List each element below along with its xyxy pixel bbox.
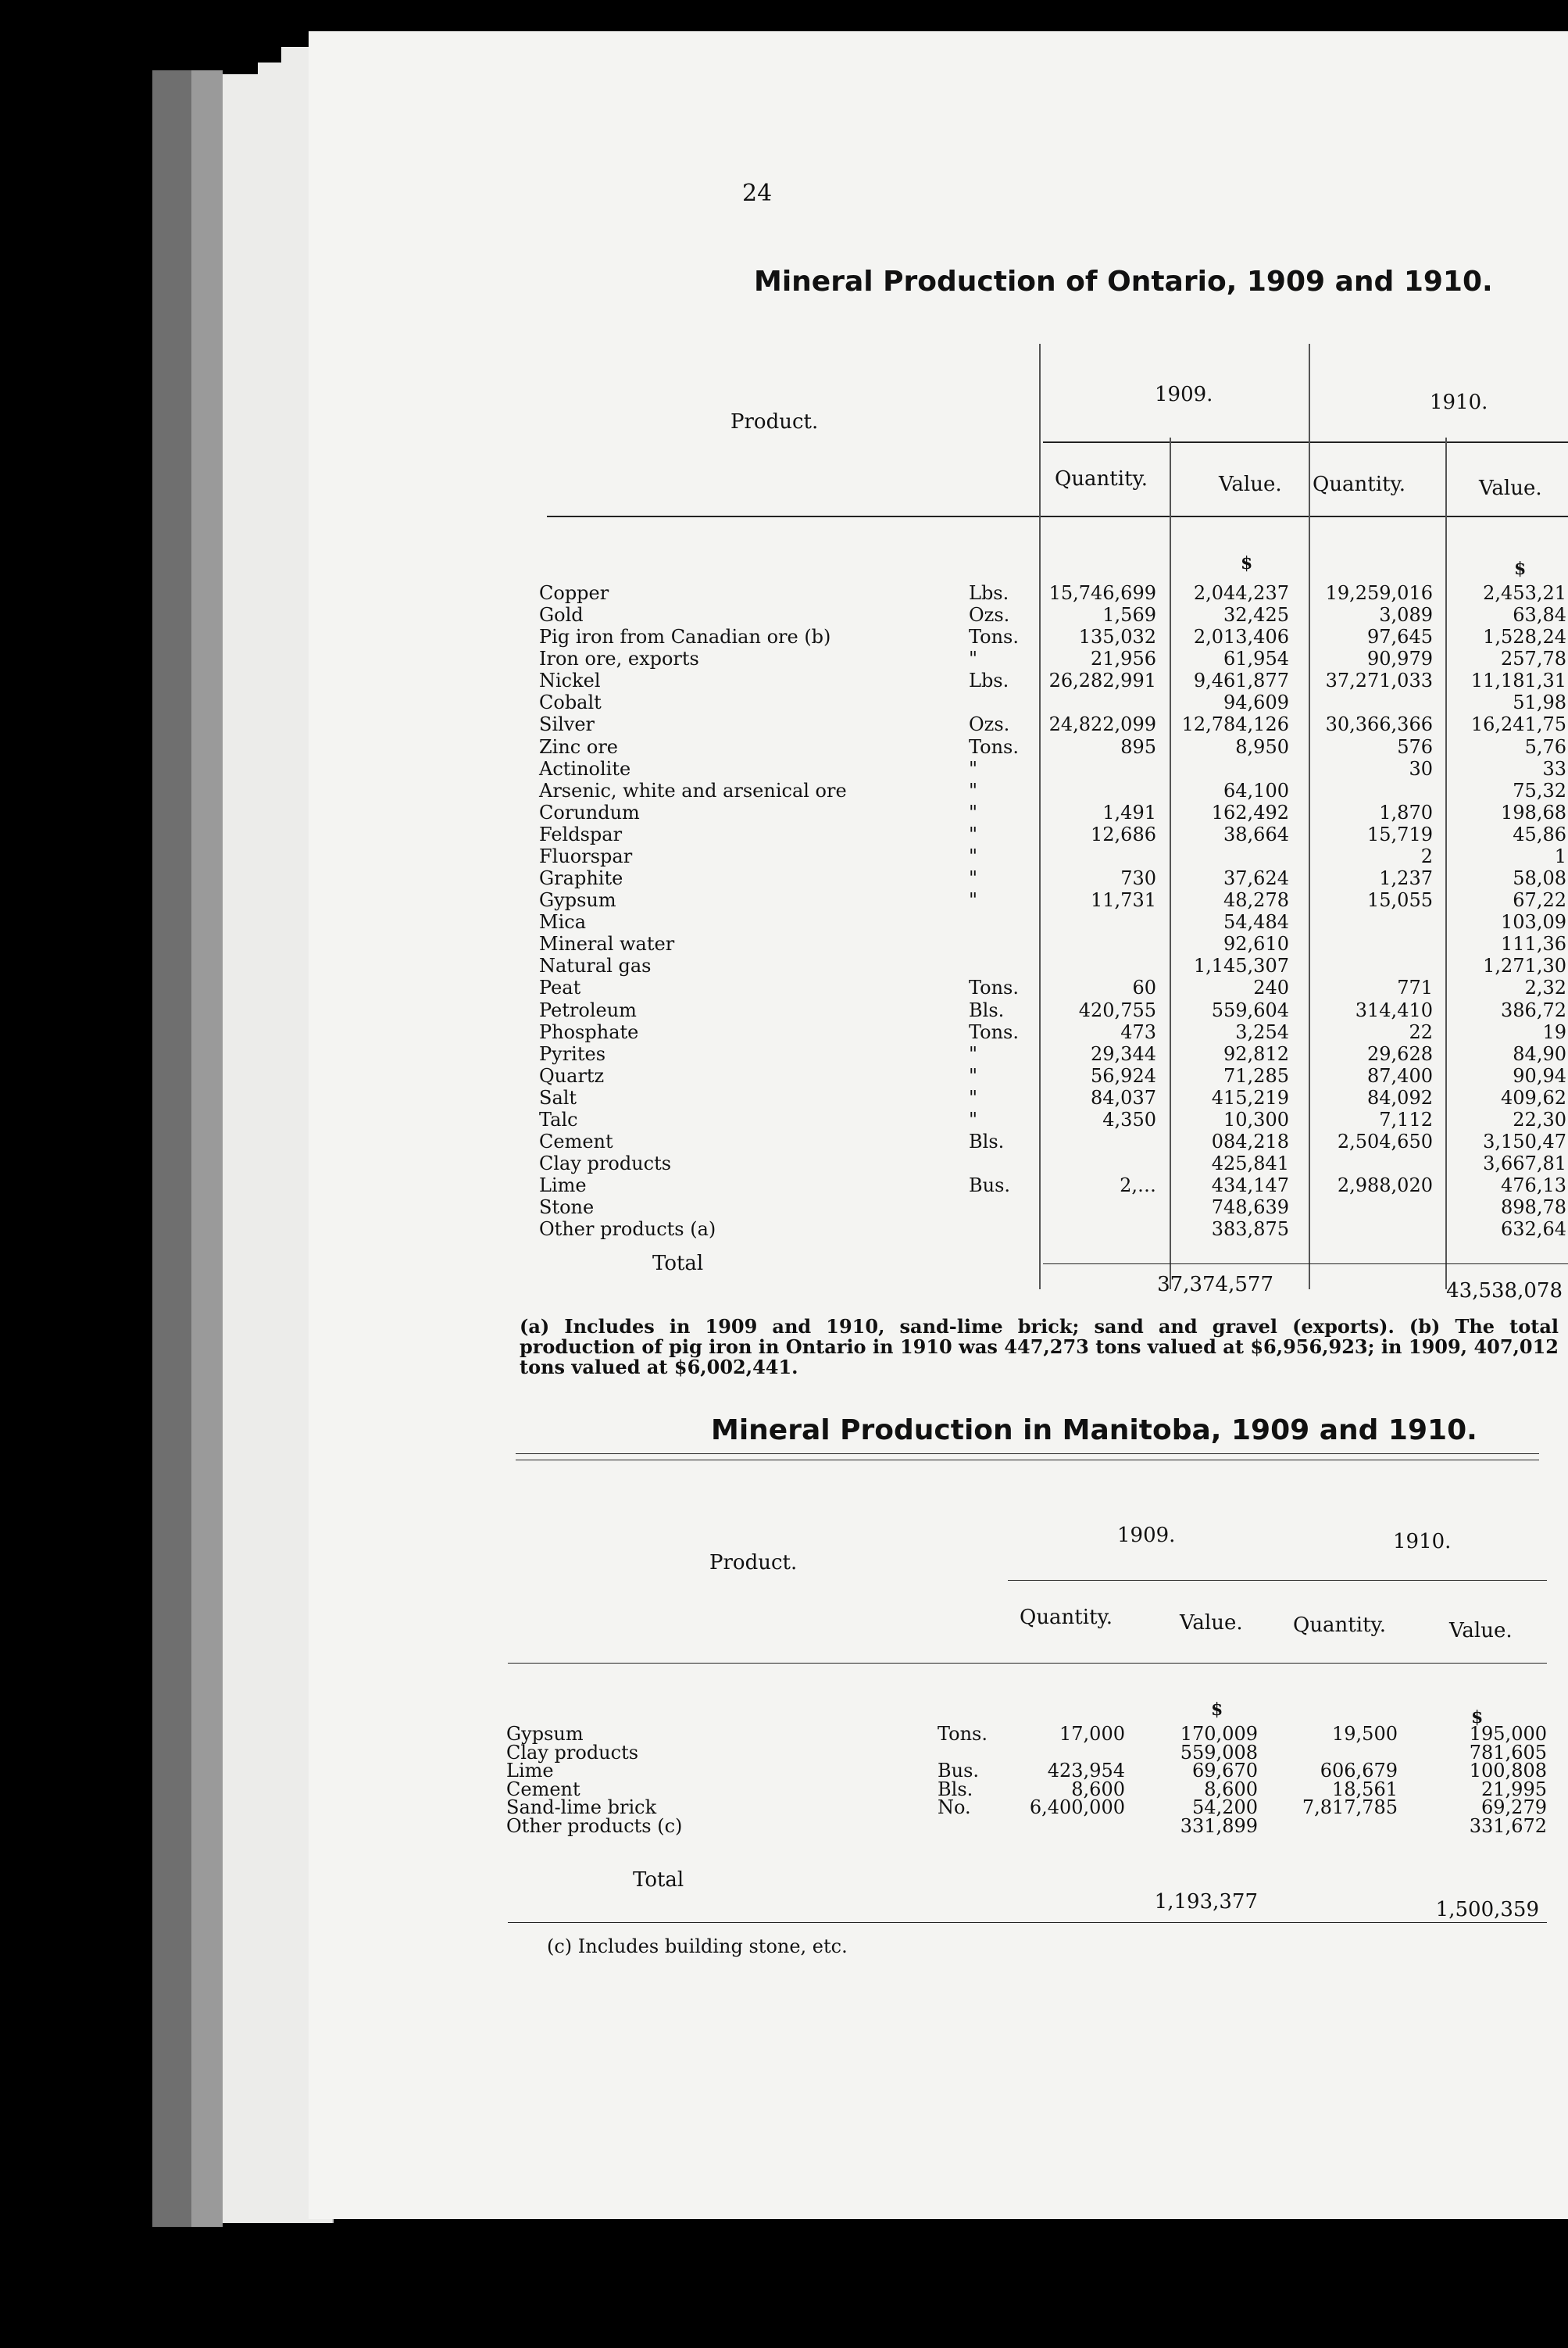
value-1910-cell: 22,30 (1513, 1109, 1566, 1131)
quantity-1909-cell: 17,000 (1059, 1723, 1125, 1745)
value-1909-cell: 71,285 (1223, 1065, 1289, 1087)
product-name: Pyrites (539, 1043, 606, 1065)
value-1909-cell: 9,461,877 (1193, 670, 1289, 692)
value-1909-cell: 12,784,126 (1181, 713, 1289, 735)
quantity-1909-cell: 4,350 (1102, 1109, 1156, 1131)
quantity-1910-cell: 7,817,785 (1302, 1796, 1398, 1818)
unit-label: Bus. (969, 1174, 1011, 1196)
value-1910-cell: 90,94 (1513, 1065, 1566, 1087)
unit-label: " (969, 780, 978, 802)
quantity-1909-cell: 11,731 (1091, 889, 1156, 911)
value-1910-cell: 1,271,30 (1483, 955, 1566, 977)
manitoba-header-rule (508, 1663, 1547, 1664)
value-1909-cell: 2,044,237 (1193, 582, 1289, 604)
unit-label: " (969, 1043, 978, 1065)
value-1910-cell: 409,62 (1501, 1087, 1566, 1109)
value-1909-cell: 92,812 (1223, 1043, 1289, 1065)
quantity-1910-cell: 87,400 (1367, 1065, 1433, 1087)
product-name: Mica (539, 911, 586, 933)
value-1909-cell: 64,100 (1223, 780, 1289, 802)
value-1910-cell: 2,32 (1524, 977, 1566, 999)
ontario-header-rule (547, 516, 1568, 517)
value-1910-cell: 103,09 (1501, 911, 1566, 933)
quantity-1909-cell: 24,822,099 (1048, 713, 1156, 735)
value-1910-cell: 75,32 (1513, 780, 1566, 802)
value-1909-cell: 3,254 (1235, 1021, 1289, 1043)
unit-label: " (969, 802, 978, 824)
manitoba-dollar-sign-1910: $ (1471, 1707, 1484, 1728)
value-1910-cell: 386,72 (1501, 999, 1566, 1021)
value-1910-cell: 58,08 (1513, 867, 1566, 889)
product-name: Mineral water (539, 933, 675, 955)
unit-label: " (969, 758, 978, 780)
quantity-1909-cell: 423,954 (1047, 1760, 1125, 1782)
value-1910-cell: 69,279 (1481, 1796, 1547, 1818)
column-divider (1170, 438, 1171, 1289)
value-1909-cell: 2,013,406 (1193, 626, 1289, 648)
quantity-1910-cell: 576 (1397, 736, 1433, 758)
column-divider (1445, 438, 1447, 1289)
quantity-1910-cell: 30,366,366 (1325, 713, 1433, 735)
product-name: Feldspar (539, 824, 623, 845)
quantity-1909-cell: 12,686 (1091, 824, 1156, 845)
unit-label: " (969, 648, 978, 670)
unit-label: Tons. (969, 736, 1019, 758)
quantity-1909-cell: 8,600 (1071, 1778, 1125, 1800)
quantity-1910-cell: 7,112 (1379, 1109, 1433, 1131)
product-name: Cement (539, 1131, 613, 1153)
ontario-quantity-1909-header: Quantity. (1055, 467, 1148, 491)
unit-label: Tons. (969, 626, 1019, 648)
quantity-1909-cell: 420,755 (1078, 999, 1156, 1021)
quantity-1909-cell: 21,956 (1091, 648, 1156, 670)
product-name: Peat (539, 977, 581, 999)
value-1909-cell: 331,899 (1180, 1814, 1258, 1837)
quantity-1910-cell: 37,271,033 (1325, 670, 1433, 692)
quantity-1910-cell: 30 (1409, 758, 1433, 780)
manitoba-title-rule (516, 1453, 1539, 1454)
quantity-1909-cell: 6,400,000 (1029, 1796, 1125, 1818)
ontario-dollar-sign-1910: $ (1514, 559, 1527, 579)
value-1909-cell: 54,200 (1192, 1796, 1258, 1818)
quantity-1910-cell: 15,719 (1367, 824, 1433, 845)
ontario-title: Mineral Production of Ontario, 1909 and 1910. (754, 266, 1493, 298)
quantity-1909-cell: 29,344 (1091, 1043, 1156, 1065)
quantity-1910-cell: 19,259,016 (1325, 582, 1433, 604)
product-name: Clay products (506, 1741, 639, 1764)
unit-label: Bus. (938, 1760, 980, 1782)
product-name: Petroleum (539, 999, 637, 1021)
manitoba-year-1910: 1910. (1393, 1530, 1452, 1553)
unit-label: " (969, 824, 978, 845)
value-1909-cell: 425,841 (1211, 1153, 1289, 1174)
value-1909-cell: 54,484 (1223, 911, 1289, 933)
value-1910-cell: 19 (1542, 1021, 1566, 1043)
product-name: Fluorspar (539, 845, 633, 867)
product-name: Gypsum (506, 1723, 584, 1745)
unit-label: " (969, 889, 978, 911)
quantity-1910-cell: 3,089 (1379, 604, 1433, 626)
unit-label: Lbs. (969, 582, 1009, 604)
product-name: Stone (539, 1196, 595, 1218)
unit-label: " (969, 1109, 978, 1131)
product-name: Talc (539, 1109, 578, 1131)
manitoba-total-rule (508, 1922, 1547, 1923)
column-divider (1309, 344, 1310, 1289)
quantity-1910-cell: 19,500 (1332, 1723, 1398, 1745)
quantity-1909-cell: 60 (1132, 977, 1156, 999)
manitoba-title: Mineral Production in Manitoba, 1909 and 1910. (711, 1414, 1477, 1446)
unit-label: Tons. (969, 1021, 1019, 1043)
product-name: Gold (539, 604, 584, 626)
value-1909-cell: 32,425 (1223, 604, 1289, 626)
quantity-1910-cell: 18,561 (1332, 1778, 1398, 1800)
unit-label: " (969, 867, 978, 889)
quantity-1909-cell: 1,569 (1102, 604, 1156, 626)
quantity-1910-cell: 1,870 (1379, 802, 1433, 824)
value-1909-cell: 94,609 (1223, 692, 1289, 713)
value-1910-cell: 1 (1554, 845, 1566, 867)
manitoba-dollar-sign-1909: $ (1211, 1699, 1223, 1720)
book-spine-edge (191, 70, 223, 2227)
value-1910-cell: 100,808 (1469, 1760, 1547, 1782)
value-1910-cell: 21,995 (1481, 1778, 1547, 1800)
quantity-1910-cell: 2 (1420, 845, 1433, 867)
value-1909-cell: 748,639 (1211, 1196, 1289, 1218)
quantity-1910-cell: 84,092 (1367, 1087, 1433, 1109)
quantity-1909-cell: 730 (1120, 867, 1156, 889)
ontario-value-1909-header: Value. (1219, 473, 1282, 496)
manitoba-quantity-1909-header: Quantity. (1020, 1606, 1113, 1629)
product-name: Cement (506, 1778, 580, 1800)
manitoba-total-1910: 1,500,359 (1435, 1898, 1539, 1921)
product-name: Corundum (539, 802, 640, 824)
quantity-1910-cell: 90,979 (1367, 648, 1433, 670)
value-1909-cell: 8,950 (1235, 736, 1289, 758)
quantity-1910-cell: 606,679 (1320, 1760, 1398, 1782)
quantity-1909-cell: 895 (1120, 736, 1156, 758)
value-1910-cell: 898,78 (1501, 1196, 1566, 1218)
value-1910-cell: 198,68 (1501, 802, 1566, 824)
product-name: Iron ore, exports (539, 648, 699, 670)
manitoba-product-header: Product. (709, 1551, 798, 1574)
unit-label: Tons. (938, 1723, 988, 1745)
ontario-total-rule (1043, 1263, 1568, 1264)
ontario-quantity-1910-header: Quantity. (1313, 473, 1406, 496)
unit-label: Lbs. (969, 670, 1009, 692)
product-name: Pig iron from Canadian ore (b) (539, 626, 831, 648)
value-1910-cell: 257,78 (1501, 648, 1566, 670)
quantity-1909-cell: 2,… (1120, 1174, 1156, 1196)
quantity-1910-cell: 1,237 (1379, 867, 1433, 889)
product-name: Gypsum (539, 889, 616, 911)
unit-label: Bls. (969, 1131, 1005, 1153)
value-1909-cell: 69,670 (1192, 1760, 1258, 1782)
value-1910-cell: 33 (1542, 758, 1566, 780)
value-1910-cell: 45,86 (1513, 824, 1566, 845)
ontario-year-1909: 1909. (1155, 383, 1213, 406)
product-name: Graphite (539, 867, 623, 889)
value-1909-cell: 240 (1253, 977, 1289, 999)
quantity-1910-cell: 2,988,020 (1337, 1174, 1433, 1196)
value-1910-cell: 63,84 (1513, 604, 1566, 626)
value-1909-cell: 37,624 (1223, 867, 1289, 889)
product-name: Lime (539, 1174, 587, 1196)
value-1909-cell: 8,600 (1204, 1778, 1258, 1800)
quantity-1909-cell: 15,746,699 (1048, 582, 1156, 604)
quantity-1910-cell: 97,645 (1367, 626, 1433, 648)
ontario-total-label: Total (652, 1252, 704, 1275)
value-1909-cell: 434,147 (1211, 1174, 1289, 1196)
value-1909-cell: 162,492 (1211, 802, 1289, 824)
product-name: Clay products (539, 1153, 672, 1174)
product-name: Other products (a) (539, 1218, 716, 1240)
product-name: Nickel (539, 670, 601, 692)
value-1910-cell: 3,150,47 (1483, 1131, 1566, 1153)
manitoba-quantity-1910-header: Quantity. (1293, 1614, 1387, 1637)
quantity-1909-cell: 56,924 (1091, 1065, 1156, 1087)
unit-label: Bls. (938, 1778, 973, 1800)
quantity-1910-cell: 22 (1409, 1021, 1433, 1043)
value-1910-cell: 331,672 (1469, 1814, 1547, 1837)
value-1909-cell: 1,145,307 (1193, 955, 1289, 977)
value-1909-cell: 170,009 (1180, 1723, 1258, 1745)
product-name: Zinc ore (539, 736, 619, 758)
quantity-1910-cell: 2,504,650 (1337, 1131, 1433, 1153)
value-1910-cell: 16,241,75 (1470, 713, 1566, 735)
manitoba-value-1910-header: Value. (1449, 1619, 1513, 1642)
value-1910-cell: 51,98 (1513, 692, 1566, 713)
unit-label: " (969, 1065, 978, 1087)
unit-label: Ozs. (969, 604, 1010, 626)
value-1910-cell: 84,90 (1513, 1043, 1566, 1065)
quantity-1909-cell: 84,037 (1091, 1087, 1156, 1109)
value-1910-cell: 11,181,31 (1470, 670, 1566, 692)
value-1910-cell: 3,667,81 (1483, 1153, 1566, 1174)
product-name: Lime (506, 1760, 554, 1782)
manitoba-total-1909: 1,193,377 (1154, 1890, 1258, 1914)
quantity-1909-cell: 135,032 (1078, 626, 1156, 648)
quantity-1910-cell: 771 (1397, 977, 1433, 999)
unit-label: " (969, 1087, 978, 1109)
ontario-value-1910-header: Value. (1479, 477, 1542, 500)
quantity-1909-cell: 473 (1120, 1021, 1156, 1043)
product-name: Actinolite (539, 758, 631, 780)
manitoba-year-1909: 1909. (1117, 1524, 1176, 1547)
value-1909-cell: 084,218 (1211, 1131, 1289, 1153)
ontario-year-rule (1043, 441, 1568, 443)
ontario-total-1910: 43,538,078 (1446, 1279, 1563, 1303)
value-1909-cell: 559,008 (1180, 1741, 1258, 1764)
product-name: Copper (539, 582, 609, 604)
product-name: Natural gas (539, 955, 652, 977)
value-1910-cell: 1,528,24 (1483, 626, 1566, 648)
manitoba-value-1909-header: Value. (1180, 1611, 1243, 1635)
value-1910-cell: 632,64 (1501, 1218, 1566, 1240)
product-name: Arsenic, white and arsenical ore (539, 780, 847, 802)
value-1909-cell: 415,219 (1211, 1087, 1289, 1109)
unit-label: No. (938, 1796, 971, 1818)
value-1910-cell: 111,36 (1501, 933, 1566, 955)
value-1909-cell: 383,875 (1211, 1218, 1289, 1240)
quantity-1909-cell: 1,491 (1102, 802, 1156, 824)
value-1909-cell: 61,954 (1223, 648, 1289, 670)
quantity-1910-cell: 29,628 (1367, 1043, 1433, 1065)
quantity-1910-cell: 314,410 (1355, 999, 1433, 1021)
manitoba-year-rule (1008, 1580, 1547, 1581)
ontario-total-1909: 37,374,577 (1157, 1273, 1273, 1296)
value-1910-cell: 195,000 (1469, 1723, 1547, 1745)
ontario-product-header: Product. (730, 410, 819, 434)
manitoba-footnote: (c) Includes building stone, etc. (547, 1935, 848, 1957)
product-name: Quartz (539, 1065, 605, 1087)
ontario-footnote: (a) Includes in 1909 and 1910, sand-lime brick; sand and gravel (exports). (b) The total production of pig iron in Ontario in 1910 was 447,273 tons valued at $6,956,923; in 1909, 407,012 tons valued at $6,002,441. (520, 1315, 1559, 1378)
product-name: Cobalt (539, 692, 602, 713)
unit-label: Bls. (969, 999, 1005, 1021)
unit-label: " (969, 845, 978, 867)
quantity-1909-cell: 26,282,991 (1048, 670, 1156, 692)
ontario-year-1910: 1910. (1430, 391, 1488, 414)
product-name: Salt (539, 1087, 577, 1109)
product-name: Phosphate (539, 1021, 639, 1043)
quantity-1910-cell: 15,055 (1367, 889, 1433, 911)
value-1910-cell: 5,76 (1524, 736, 1566, 758)
value-1909-cell: 92,610 (1223, 933, 1289, 955)
product-name: Sand-lime brick (506, 1796, 657, 1818)
product-name: Silver (539, 713, 595, 735)
unit-label: Ozs. (969, 713, 1010, 735)
unit-label: Tons. (969, 977, 1019, 999)
value-1909-cell: 48,278 (1223, 889, 1289, 911)
value-1910-cell: 2,453,21 (1483, 582, 1566, 604)
value-1910-cell: 781,605 (1469, 1741, 1547, 1764)
manitoba-total-label: Total (633, 1868, 684, 1892)
value-1909-cell: 38,664 (1223, 824, 1289, 845)
page-number: 24 (742, 180, 773, 207)
product-name: Other products (c) (506, 1814, 683, 1837)
value-1909-cell: 559,604 (1211, 999, 1289, 1021)
value-1909-cell: 10,300 (1223, 1109, 1289, 1131)
value-1910-cell: 476,13 (1501, 1174, 1566, 1196)
ontario-dollar-sign-1909: $ (1241, 553, 1253, 574)
value-1910-cell: 67,22 (1513, 889, 1566, 911)
